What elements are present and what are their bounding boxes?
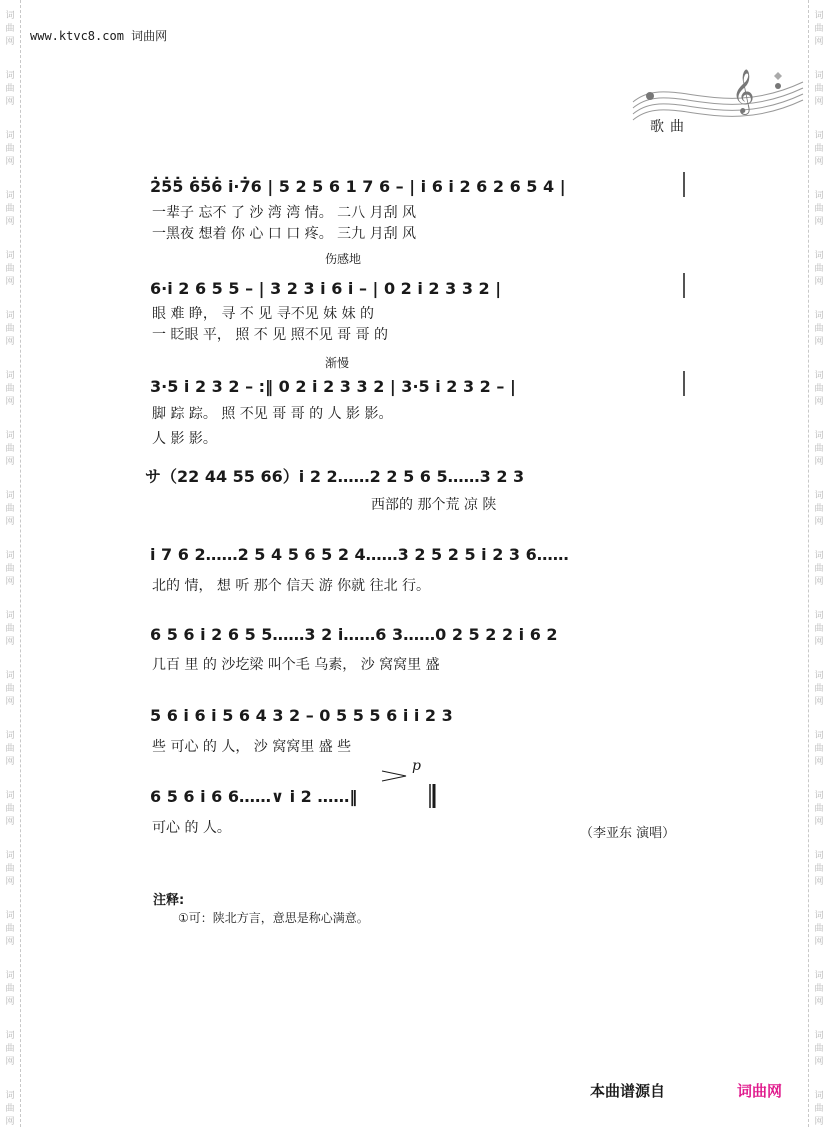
side-watermark: 词 曲 网 [5, 191, 15, 227]
side-watermark: 词 曲 网 [5, 971, 15, 1007]
side-watermark: 词 曲 网 [5, 551, 15, 587]
side-watermark: 词 曲 网 [814, 371, 824, 407]
side-watermark: 词 曲 网 [5, 1091, 15, 1127]
score-system-5: i 7 6 2……2 5 4 5 6 5 2 4……3 2 5 2 5 i 2 3 6…… [150, 545, 569, 564]
side-watermark: 词 曲 网 [5, 11, 15, 47]
lyrics-s5: 北的 情， 想 听 那个 信天 游 你就 往北 行。 [152, 578, 431, 594]
side-watermark: 词 曲 网 [814, 1031, 824, 1067]
side-watermark: 词 曲 网 [814, 731, 824, 767]
lyrics-s6: 几百 里 的 沙圪梁 叫个毛 乌素， 沙 窝窝里 盛 [152, 657, 440, 673]
side-watermark: 词 曲 网 [814, 611, 824, 647]
side-watermark: 词 曲 网 [5, 371, 15, 407]
side-watermark: 词 曲 网 [814, 671, 824, 707]
side-watermark: 词 曲 网 [5, 491, 15, 527]
lyrics-s7: 些 可心 的 人， 沙 窝窝里 盛 些 [152, 739, 352, 755]
side-watermark: 词 曲 网 [5, 851, 15, 887]
score-system-4: サ（22 44 55 66）i 2 2……2 2 5 6 5……3 2 3 [145, 467, 525, 486]
score-system-7: 5 6 i 6 i 5 6 4 3 2 – 0 5 5 5 6 i i 2 3 [150, 706, 453, 725]
lyrics-s2-verse2: 一 眨眼 平， 照 不 见 照不见 哥 哥 的 [152, 327, 389, 343]
side-watermark: 词 曲 网 [5, 611, 15, 647]
expression-mark-sad: 伤感地 [325, 252, 362, 266]
score-system-1: 2̇5̇5̇ 6̇5̇6̇ i·7̇6 | 5 2 5 6 1 7 6 – | i 6 i 2 6 2 6 5 4 | [150, 177, 566, 196]
lyrics-s2-verse1: 眼 难 睁， 寻 不 见 寻不见 妹 妹 的 [152, 306, 375, 322]
side-watermark: 词 曲 网 [814, 191, 824, 227]
side-watermark: 词 曲 网 [814, 551, 824, 587]
side-watermark: 词 曲 网 [814, 1091, 824, 1127]
footer-brand[interactable]: 词曲网 [737, 1082, 783, 1100]
lyrics-s8: 可心 的 人。 [152, 820, 231, 836]
score-system-6: 6 5 6 i 2 6 5 5……3 2 i……6 3……0 2 5 2 2 i 6 2 [150, 625, 558, 644]
category-label: 歌曲 [650, 119, 690, 135]
side-watermark: 词 曲 网 [814, 11, 824, 47]
lyrics-s3-verse2: 人 影 影。 [152, 431, 217, 447]
lyrics-s4: 西部的 那个荒 凉 陕 [371, 497, 497, 513]
footer-source-label: 本曲谱源自 [590, 1082, 666, 1100]
expression-mark-slowing: 渐慢 [325, 356, 350, 370]
side-watermark: 词 曲 网 [5, 791, 15, 827]
notes-title: 注释: [153, 893, 185, 908]
lyrics-s1-verse2: 一黑夜 想着 你 心 口 口 疼。 三九 月刮 风 [152, 226, 417, 242]
side-watermark: 词 曲 网 [814, 971, 824, 1007]
side-watermark: 词 曲 网 [5, 431, 15, 467]
score-system-3: 3·5 i 2 3 2 – :‖ 0 2 i 2 3 3 2 | 3·5 i 2 3 2 – | [150, 377, 516, 396]
side-watermark: 词 曲 网 [814, 251, 824, 287]
dynamic-piano: p [412, 758, 421, 774]
side-watermark: 词 曲 网 [814, 851, 824, 887]
note-item-1: ①可：陕北方言，意思是称心满意。 [178, 911, 369, 925]
site-url[interactable]: www.ktvc8.com 词曲网 [30, 29, 168, 43]
side-watermark: 词 曲 网 [5, 71, 15, 107]
side-watermark: 词 曲 网 [5, 131, 15, 167]
side-watermark: 词 曲 网 [814, 311, 824, 347]
score-system-2: 6·i 2 6 5 5 – | 3 2 3 i 6 i – | 0 2 i 2 3 3 2 | [150, 279, 502, 298]
lyrics-s3-verse1: 脚 踪 踪。 照 不见 哥 哥 的 人 影 影。 [152, 406, 393, 422]
side-watermark: 词 曲 网 [814, 71, 824, 107]
side-watermark: 词 曲 网 [5, 1031, 15, 1067]
side-watermark: 词 曲 网 [5, 731, 15, 767]
side-watermark: 词 曲 网 [814, 491, 824, 527]
side-watermark: 词 曲 网 [814, 131, 824, 167]
side-watermark: 词 曲 网 [5, 671, 15, 707]
side-watermark: 词 曲 网 [814, 791, 824, 827]
lyrics-s1-verse1: 一辈子 忘不 了 沙 湾 湾 情。 二八 月刮 风 [152, 205, 417, 221]
performer-credit: （李亚东 演唱） [580, 826, 676, 841]
side-watermark: 词 曲 网 [5, 311, 15, 347]
svg-text:𝄞: 𝄞 [732, 69, 755, 113]
side-watermark: 词 曲 网 [5, 251, 15, 287]
side-watermark: 词 曲 网 [5, 911, 15, 947]
side-watermark: 词 曲 网 [814, 431, 824, 467]
score-system-8: 6 5 6 i 6 6……∨ i 2 ……‖ [150, 787, 358, 806]
side-watermark: 词 曲 网 [814, 911, 824, 947]
